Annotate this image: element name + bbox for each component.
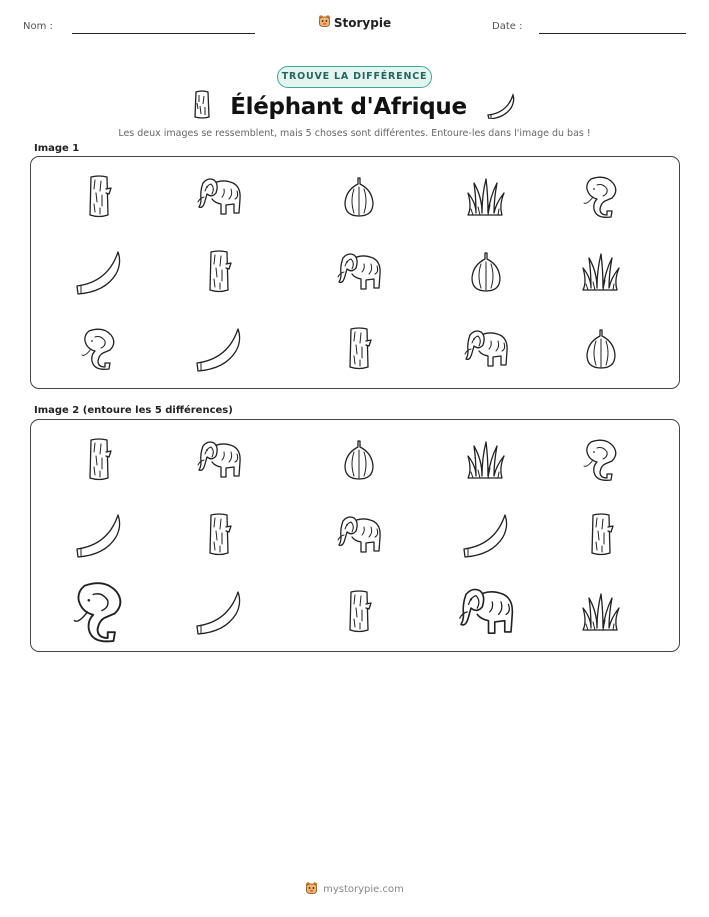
log-icon	[69, 169, 129, 225]
log-icon	[189, 244, 249, 300]
brand-name: Storypie	[333, 15, 392, 30]
image1-panel	[30, 156, 680, 389]
trunk-icon[interactable]	[69, 584, 129, 640]
image2-panel[interactable]	[30, 419, 680, 652]
tusk-icon[interactable]	[69, 507, 129, 563]
grass-icon	[456, 169, 516, 225]
grass-icon[interactable]	[456, 432, 516, 488]
instructions: Les deux images se ressemblent, mais 5 choses sont différentes. Entoure-les dans l'image du bas !	[118, 128, 591, 139]
log-icon[interactable]	[69, 432, 129, 488]
brand	[0, 13, 709, 32]
footer-url: mystorypie.com	[323, 884, 404, 895]
page-title: Éléphant d'Afrique	[230, 94, 467, 120]
fig-icon[interactable]	[329, 432, 389, 488]
fig-icon	[329, 169, 389, 225]
grass-icon[interactable]	[571, 584, 631, 640]
elephant-icon[interactable]	[329, 507, 389, 563]
log-icon	[329, 321, 389, 377]
date-field[interactable]	[539, 33, 686, 34]
name-label: Nom :	[23, 21, 53, 32]
elephant-icon	[456, 321, 516, 377]
tusk-icon	[189, 321, 249, 377]
footer	[0, 880, 709, 899]
grass-icon	[571, 244, 631, 300]
date-label: Date :	[492, 21, 523, 32]
storypie-logo-icon	[305, 880, 318, 899]
activity-tag: TROUVE LA DIFFÉRENCE	[277, 66, 432, 88]
elephant-icon[interactable]	[456, 584, 516, 640]
tusk-icon	[485, 91, 517, 123]
image2-label: Image 2 (entoure les 5 différences)	[34, 405, 233, 416]
image1-label: Image 1	[34, 143, 80, 154]
storypie-logo-icon	[318, 13, 331, 32]
tusk-icon[interactable]	[189, 584, 249, 640]
elephant-icon	[329, 244, 389, 300]
title-row	[0, 90, 709, 124]
fig-icon	[456, 244, 516, 300]
trunk-icon	[571, 169, 631, 225]
log-icon[interactable]	[189, 507, 249, 563]
log-icon[interactable]	[329, 584, 389, 640]
elephant-icon	[189, 169, 249, 225]
elephant-icon[interactable]	[189, 432, 249, 488]
tusk-icon	[69, 244, 129, 300]
log-icon[interactable]	[571, 507, 631, 563]
trunk-icon	[69, 321, 129, 377]
trunk-icon[interactable]	[571, 432, 631, 488]
log-icon	[192, 90, 212, 124]
fig-icon	[571, 321, 631, 377]
name-field[interactable]	[72, 33, 255, 34]
tusk-icon[interactable]	[456, 507, 516, 563]
